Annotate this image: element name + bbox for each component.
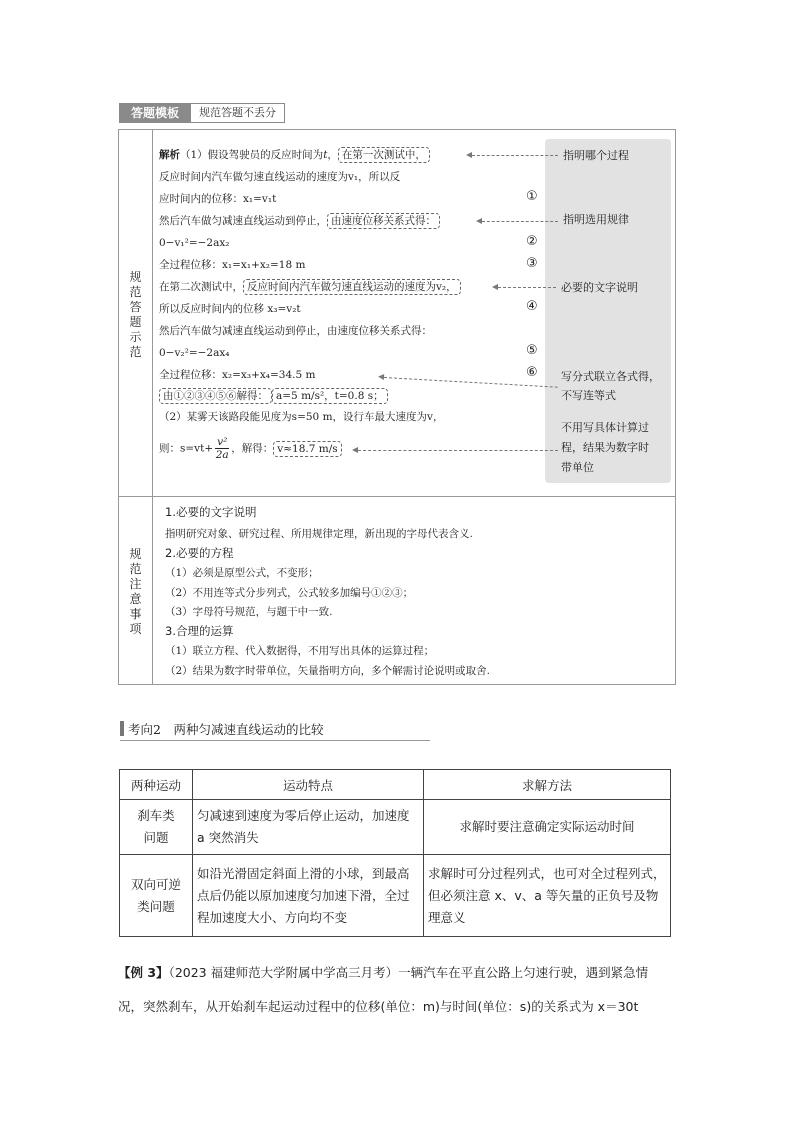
section-2-title: 考向2 两种匀减速直线运动的比较 xyxy=(128,722,324,737)
solution-line-2: 反应时间内汽车做匀速直线运动的速度为v₁，所以反 xyxy=(159,171,401,183)
note-combine-a: 写分式联立各式得， xyxy=(561,370,660,383)
note-units-c: 带单位 xyxy=(561,461,594,474)
solution-line-11: 全过程位移：x₂=x₃+x₄=34.5 m xyxy=(159,369,316,381)
arrow-note-units xyxy=(358,450,558,451)
table-header: 两种运动 xyxy=(120,770,193,800)
side-label-notes: 规 范 注 意 事 项 xyxy=(129,547,142,636)
section-marker xyxy=(120,721,124,736)
solution-line-5: 0−v₁²=−2ax₂ xyxy=(159,237,230,249)
highlight-first-test: 在第一次测试中， xyxy=(338,147,430,163)
arrow-note-process xyxy=(472,155,558,156)
section-2-heading xyxy=(120,718,430,741)
table-header: 运动特点 xyxy=(193,770,424,800)
solution-line-13: （2）某雾天该路段能见度为s=50 m，设行车最大速度为v， xyxy=(159,411,444,423)
eq-number-4: ④ xyxy=(526,299,538,314)
table-cell-type: 双向可逆 类问题 xyxy=(120,855,193,937)
note-law: 指明选用规律 xyxy=(563,213,629,226)
table-cell-method: 求解时可分过程列式，也可对全过程列式，但必须注意 x、v、a 等矢量的正负号及物理意义 xyxy=(424,855,671,937)
rule-text-3a: （1）联立方程、代入数据得，不用写出具体的运算过程； xyxy=(165,645,435,657)
table-cell-feature: 匀减速到速度为零后停止运动，加速度 a 突然消失 xyxy=(193,800,424,855)
rule-heading-1: 1.必要的文字说明 xyxy=(165,505,257,519)
solution-line-14: 则：s=vt+ $\frac{\text{v²}}{2a}$ ，解得： v≈18.7 m/s xyxy=(159,436,342,461)
column-divider xyxy=(152,130,153,684)
example-line-1: 【例 3】（2023 福建师范大学附属中学高三月考）一辆汽车在平直公路上匀速行驶，遇到紧急情 xyxy=(118,965,649,980)
rule-text-3b: （2）结果为数字时带单位，矢量指明方向，多个解需讨论说明或取舍. xyxy=(165,665,491,677)
rule-text-2a: （1）必须是原型公式，不变形； xyxy=(165,567,319,579)
note-units-b: 程，结果为数字时 xyxy=(561,441,649,454)
template-header xyxy=(119,103,285,123)
eq-number-5: ⑤ xyxy=(526,343,538,358)
solution-line-8: 所以反应时间内的位移 x₃=v₂t xyxy=(159,303,301,315)
highlight-second-test: 反应时间内汽车做匀速直线运动的速度为v₂， xyxy=(243,279,461,295)
rule-text-2c: （3）字母符号规范，与题干中一致. xyxy=(165,606,333,618)
note-process: 指明哪个过程 xyxy=(563,149,629,162)
comparison-table xyxy=(119,769,671,937)
note-units-a: 不用写具体计算过 xyxy=(561,421,649,434)
table-header-row xyxy=(120,770,671,800)
rule-text-1: 指明研究对象、研究过程、所用规律定理，新出现的字母代表含义. xyxy=(165,528,473,540)
solution-line-7: 在第二次测试中， 反应时间内汽车做匀速直线运动的速度为v₂， xyxy=(159,280,461,294)
eq-number-2: ② xyxy=(526,234,538,249)
table-row xyxy=(120,800,671,855)
solution-line-10: 0−v₂²=−2ax₄ xyxy=(159,347,230,359)
highlight-combine: 由①②③④⑤⑥解得： xyxy=(159,388,272,404)
rule-text-2b: （2）不用连等式分步列式，公式较多加编号①②③； xyxy=(165,587,414,599)
table-row xyxy=(120,855,671,937)
rule-heading-3: 3.合理的运算 xyxy=(165,624,234,638)
highlight-result-2: v≈18.7 m/s xyxy=(273,441,341,457)
arrow-note-text xyxy=(498,287,556,288)
solution-line-9: 然后汽车做匀减速直线运动到停止，由速度位移关系式得： xyxy=(159,325,432,337)
fraction-v2-2a: $\frac{\text{v²}}{2a}$ xyxy=(215,436,229,461)
highlight-result-1: a=5 m/s²，t=0.8 s； xyxy=(272,388,388,404)
rule-heading-2: 2.必要的方程 xyxy=(165,546,234,560)
section-divider xyxy=(119,496,675,497)
note-combine-b: 不写连等式 xyxy=(561,389,616,402)
eq-number-3: ③ xyxy=(526,256,538,271)
table-cell-type: 刹车类 问题 xyxy=(120,800,193,855)
example-label: 【例 3】 xyxy=(118,965,169,980)
solution-line-1: 解析（1）假设驾驶员的反应时间为t， 在第一次测试中， xyxy=(159,148,430,162)
template-subtitle: 规范答题不丢分 xyxy=(191,103,285,123)
table-cell-feature: 如沿光滑固定斜面上滑的小球，到最高点后仍能以原加速度匀加速下滑，全过程加速度大小、方向均不变 xyxy=(193,855,424,937)
table-header: 求解方法 xyxy=(424,770,671,800)
example-line-2: 况，突然刹车，从开始刹车起运动过程中的位移(单位：m)与时间(单位：s)的关系式为 x＝30t xyxy=(118,999,639,1014)
template-tag: 答题模板 xyxy=(119,103,191,123)
side-label-demo: 规 范 答 题 示 范 xyxy=(129,270,142,359)
highlight-velocity-relation: 由速度位移关系式得： xyxy=(327,213,440,229)
solution-line-12 xyxy=(159,389,388,403)
solution-line-4: 然后汽车做匀减速直线运动到停止， 由速度位移关系式得： xyxy=(159,214,440,228)
arrow-note-law xyxy=(482,221,558,222)
note-text: 必要的文字说明 xyxy=(561,281,638,294)
solution-line-3: 应时间内的位移：x₁=v₁t xyxy=(159,193,277,205)
solution-line-6: 全过程位移：x₁=x₁+x₂=18 m xyxy=(159,259,306,271)
eq-number-6: ⑥ xyxy=(526,365,538,380)
table-cell-method: 求解时要注意确定实际运动时间 xyxy=(424,800,671,855)
eq-number-1: ① xyxy=(526,189,538,204)
